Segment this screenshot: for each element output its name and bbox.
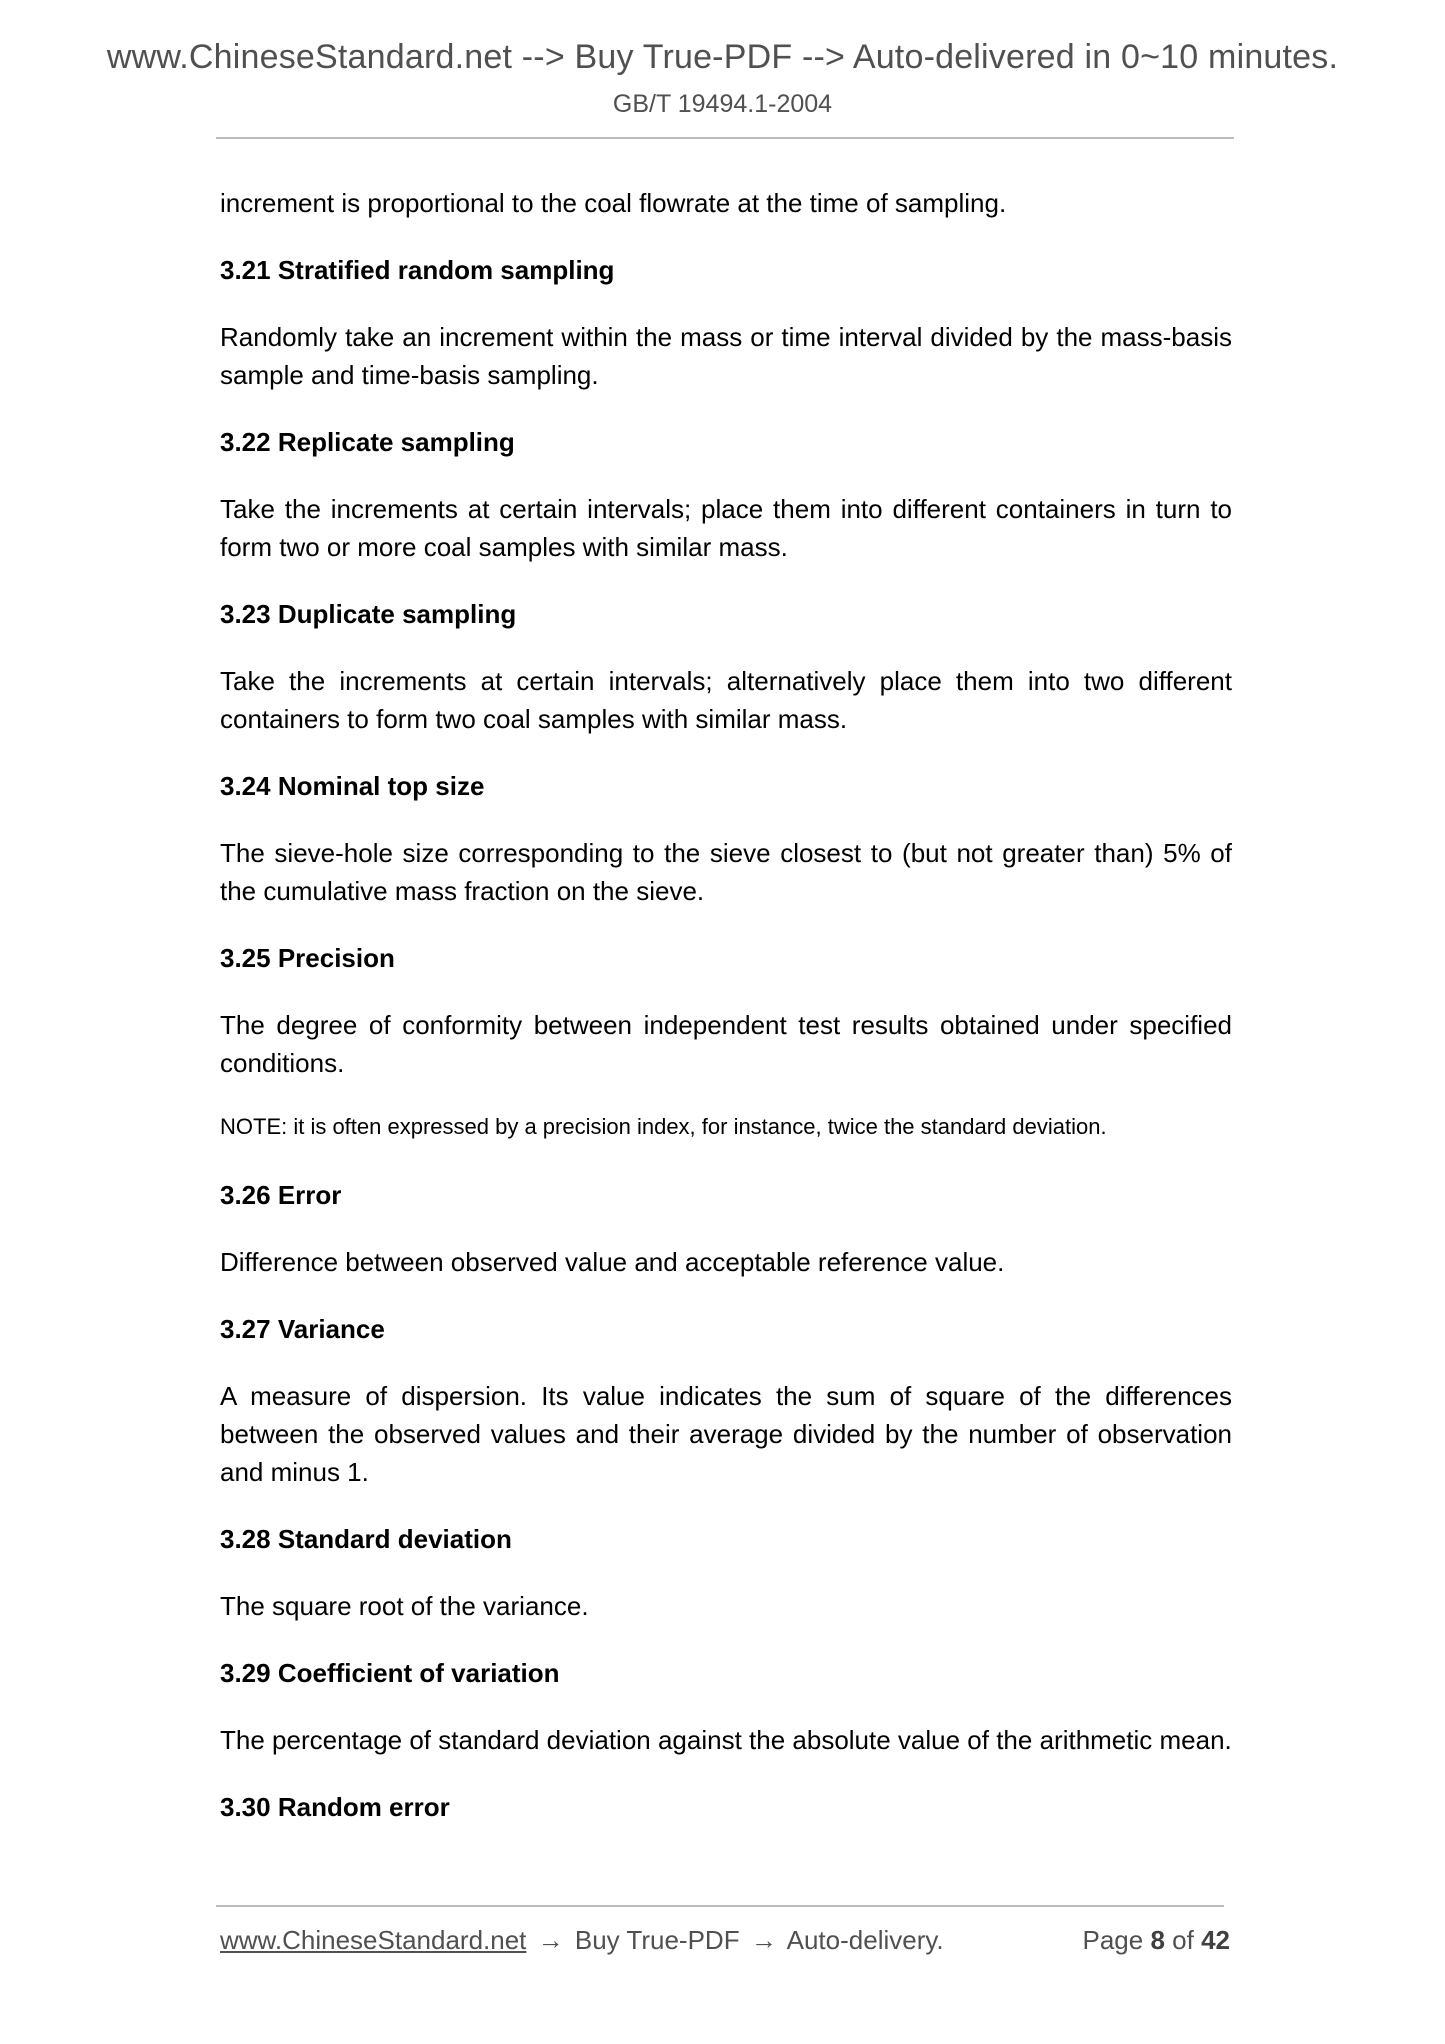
page-footer [220,1925,1230,1956]
section-text-3-24: The sieve-hole size corresponding to the sieve closest to (but not greater than) 5% of the cumulative mass fraction on the sieve. [220,838,1232,906]
section-text-3-21: Randomly take an increment within the mass or time interval divided by the mass-basis sample and time-basis sampling. [220,322,1232,390]
footer-delivery-text: Auto-delivery. [786,1925,944,1955]
section-text-3-22: Take the increments at certain intervals; place them into different containers in turn to form two or more coal samples with similar mass. [220,494,1232,562]
section-heading-3-25: 3.25 Precision [220,943,395,973]
section-text-3-25: The degree of conformity between independent test results obtained under specified conditions. [220,1010,1232,1078]
section-heading-3-23: 3.23 Duplicate sampling [220,599,517,629]
section-text-3-26: Difference between observed value and acceptable reference value. [220,1247,1005,1277]
section-text-3-23: Take the increments at certain intervals; alternatively place them into two different containers to form two coal samples with similar mass. [220,666,1232,734]
header-divider [216,137,1234,139]
site-banner: www.ChineseStandard.net --> Buy True-PDF --> Auto-delivered in 0~10 minutes. [106,38,1339,76]
footer-divider [216,1905,1224,1907]
section-heading-3-30: 3.30 Random error [220,1792,450,1822]
of-label: of [1172,1925,1194,1955]
section-heading-3-22: 3.22 Replicate sampling [220,427,515,457]
footer-site-link[interactable]: www.ChineseStandard.net [220,1925,527,1955]
continuation-paragraph: increment is proportional to the coal flowrate at the time of sampling. [220,188,1007,218]
page-indicator [1082,1925,1230,1956]
section-note-3-25: NOTE: it is often expressed by a precision index, for instance, twice the standard deviation. [220,1114,1107,1139]
section-heading-3-29: 3.29 Coefficient of variation [220,1658,560,1688]
footer-buy-text: Buy True-PDF [574,1925,740,1955]
total-pages: 42 [1201,1925,1230,1955]
section-heading-3-26: 3.26 Error [220,1180,342,1210]
arrow-right-icon: → [750,1925,777,1955]
standard-code: GB/T 19494.1-2004 [612,90,833,118]
arrow-right-icon: → [537,1925,564,1955]
section-text-3-28: The square root of the variance. [220,1591,589,1621]
page-label: Page [1082,1925,1144,1955]
section-heading-3-28: 3.28 Standard deviation [220,1524,512,1554]
section-text-3-29: The percentage of standard deviation against the absolute value of the arithmetic mean. [220,1725,1232,1755]
section-heading-3-21: 3.21 Stratified random sampling [220,255,615,285]
section-text-3-27: A measure of dispersion. Its value indicates the sum of square of the differences between the observed values and their average divided by the number of observation and minus 1. [220,1381,1232,1487]
section-heading-3-27: 3.27 Variance [220,1314,385,1344]
section-heading-3-24: 3.24 Nominal top size [220,771,485,801]
document-body [220,184,1232,1855]
page-number: 8 [1150,1925,1165,1955]
